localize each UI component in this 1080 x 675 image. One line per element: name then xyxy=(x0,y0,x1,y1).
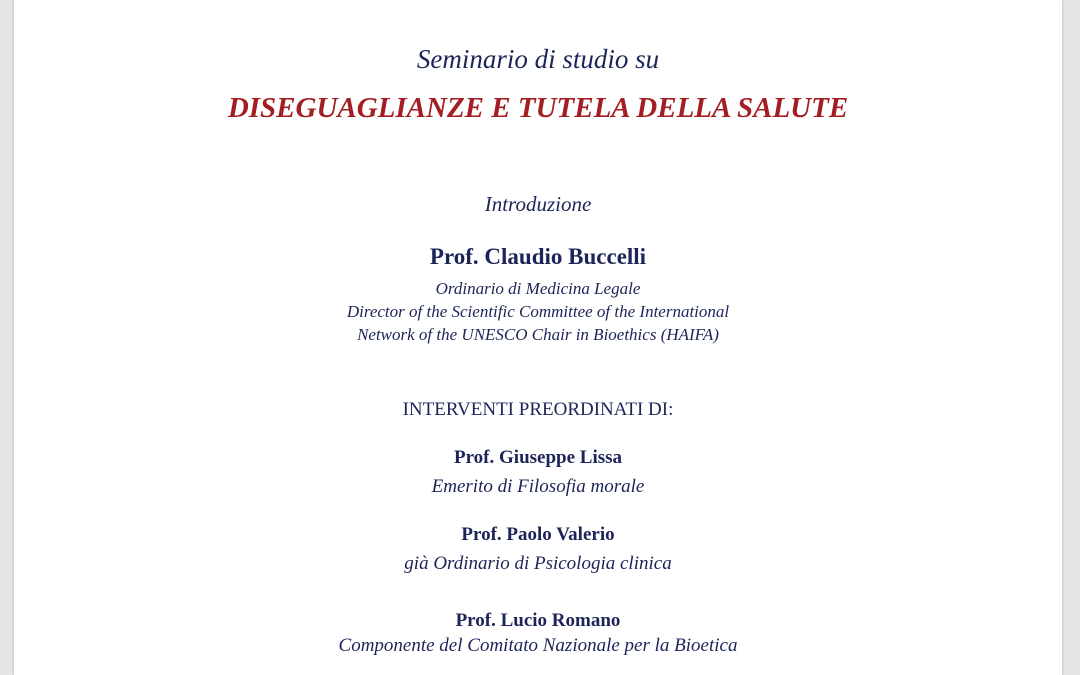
seminar-subtitle: Seminario di studio su xyxy=(416,44,660,74)
main-speaker-name: Prof. Claudio Buccelli xyxy=(429,244,647,269)
speaker-role: Componente del Comitato Nazionale per la Bioetica xyxy=(338,635,738,656)
main-speaker-role: Ordinario di Medicina Legale xyxy=(435,279,641,298)
intro-label: Introduzione xyxy=(484,192,592,216)
document-page xyxy=(14,0,1062,675)
seminar-title: DISEGUAGLIANZE E TUTELA DELLA SALUTE xyxy=(227,92,849,124)
speaker-name: Prof. Lucio Romano xyxy=(455,610,621,631)
speaker-name: Prof. Giuseppe Lissa xyxy=(453,447,623,468)
speaker-role: Emerito di Filosofia morale xyxy=(431,476,645,497)
main-speaker-role: Director of the Scientific Committee of the International xyxy=(346,302,730,321)
main-speaker-role: Network of the UNESCO Chair in Bioethics (HAIFA) xyxy=(357,325,719,344)
speaker-name: Prof. Paolo Valerio xyxy=(461,524,615,545)
speaker-role: già Ordinario di Psicologia clinica xyxy=(404,553,672,574)
section-heading: INTERVENTI PREORDINATI DI: xyxy=(402,399,674,420)
